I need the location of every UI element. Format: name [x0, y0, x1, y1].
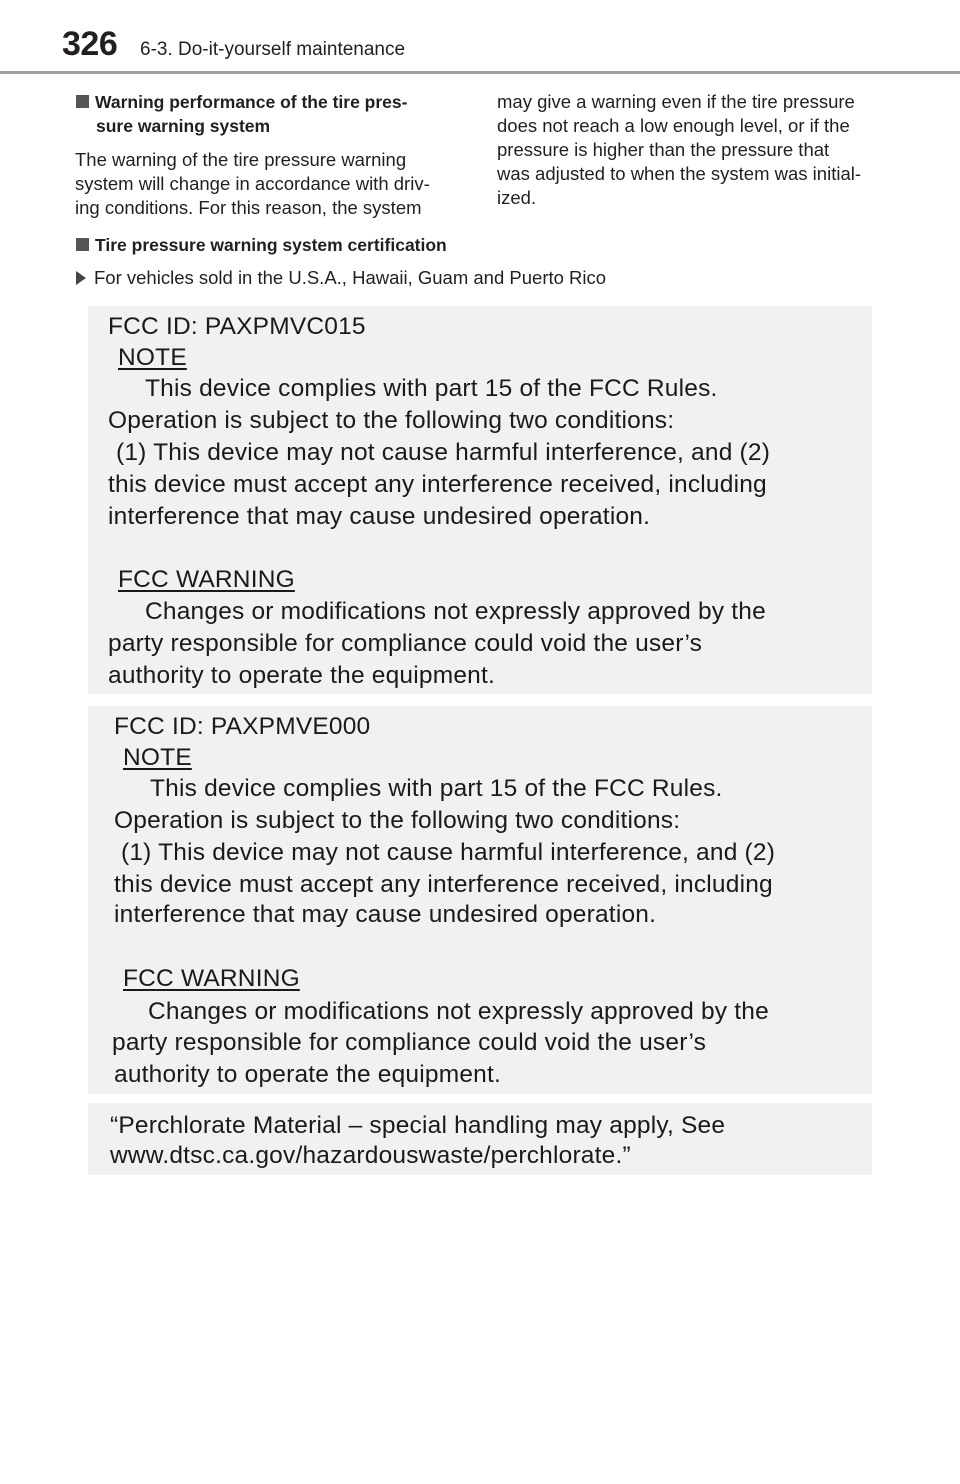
page-number: 326	[62, 25, 118, 63]
note-line: Operation is subject to the following two conditions:	[108, 407, 675, 434]
warning-line: Changes or modifications not expressly approved by the	[145, 598, 766, 625]
certification-heading-text: Tire pressure warning system certification	[95, 235, 447, 255]
header-divider	[0, 71, 960, 74]
note-line: interference that may cause undesired operation.	[114, 901, 657, 928]
warning-line: Changes or modifications not expressly approved by the	[148, 998, 769, 1025]
note-line: this device must accept any interference received, including	[108, 471, 767, 498]
right-paragraph-line: pressure is higher than the pressure that	[497, 139, 830, 160]
left-paragraph-line: system will change in accordance with driv-	[75, 173, 430, 194]
certification-heading	[76, 233, 447, 257]
note-line: Operation is subject to the following two conditions:	[114, 807, 681, 834]
fcc-label-1	[88, 306, 872, 694]
left-paragraph-line: ing conditions. For this reason, the system	[75, 197, 422, 218]
bullet-text: For vehicles sold in the U.S.A., Hawaii, Guam and Puerto Rico	[94, 267, 607, 288]
left-paragraph-line: The warning of the tire pressure warning	[75, 149, 407, 170]
warning-performance-heading-line2: sure warning system	[96, 116, 271, 136]
perchlorate-label	[88, 1103, 872, 1175]
triangle-bullet-icon	[76, 271, 86, 285]
fcc-label-2	[88, 706, 872, 1094]
warning-line: party responsible for compliance could void the user’s	[108, 630, 703, 657]
bullet-item	[76, 266, 606, 290]
section-title: 6-3. Do-it-yourself maintenance	[140, 39, 406, 60]
warning-line: party responsible for compliance could void the user’s	[112, 1029, 707, 1056]
note-line: (1) This device may not cause harmful interference, and (2)	[116, 439, 771, 466]
warning-line: authority to operate the equipment.	[114, 1061, 502, 1088]
square-bullet-icon	[76, 95, 89, 108]
note-line: (1) This device may not cause harmful interference, and (2)	[121, 839, 776, 866]
page-header	[0, 0, 960, 74]
warning-performance-heading	[76, 90, 407, 114]
warning-title: FCC WARNING	[123, 965, 300, 992]
note-title: NOTE	[118, 344, 187, 371]
warning-performance-heading-line1: Warning performance of the tire pres-	[95, 92, 408, 112]
right-paragraph-line: ized.	[497, 187, 537, 208]
right-paragraph-line: does not reach a low enough level, or if the	[497, 115, 850, 136]
note-line: interference that may cause undesired operation.	[108, 503, 651, 530]
square-bullet-icon	[76, 238, 89, 251]
fcc-id: FCC ID: PAXPMVE000	[114, 713, 371, 740]
fcc-id: FCC ID: PAXPMVC015	[108, 313, 366, 340]
right-paragraph-line: may give a warning even if the tire pressure	[497, 91, 855, 112]
note-line: This device complies with part 15 of the FCC Rules.	[145, 375, 718, 402]
right-paragraph-line: was adjusted to when the system was initial-	[497, 163, 862, 184]
note-title: NOTE	[123, 744, 192, 771]
note-line: This device complies with part 15 of the FCC Rules.	[150, 775, 723, 802]
perchlorate-line: www.dtsc.ca.gov/hazardouswaste/perchlorate.”	[110, 1142, 631, 1169]
note-line: this device must accept any interference received, including	[114, 871, 773, 898]
warning-title: FCC WARNING	[118, 566, 295, 593]
perchlorate-line: “Perchlorate Material – special handling may apply, See	[110, 1112, 726, 1139]
warning-line: authority to operate the equipment.	[108, 662, 496, 689]
